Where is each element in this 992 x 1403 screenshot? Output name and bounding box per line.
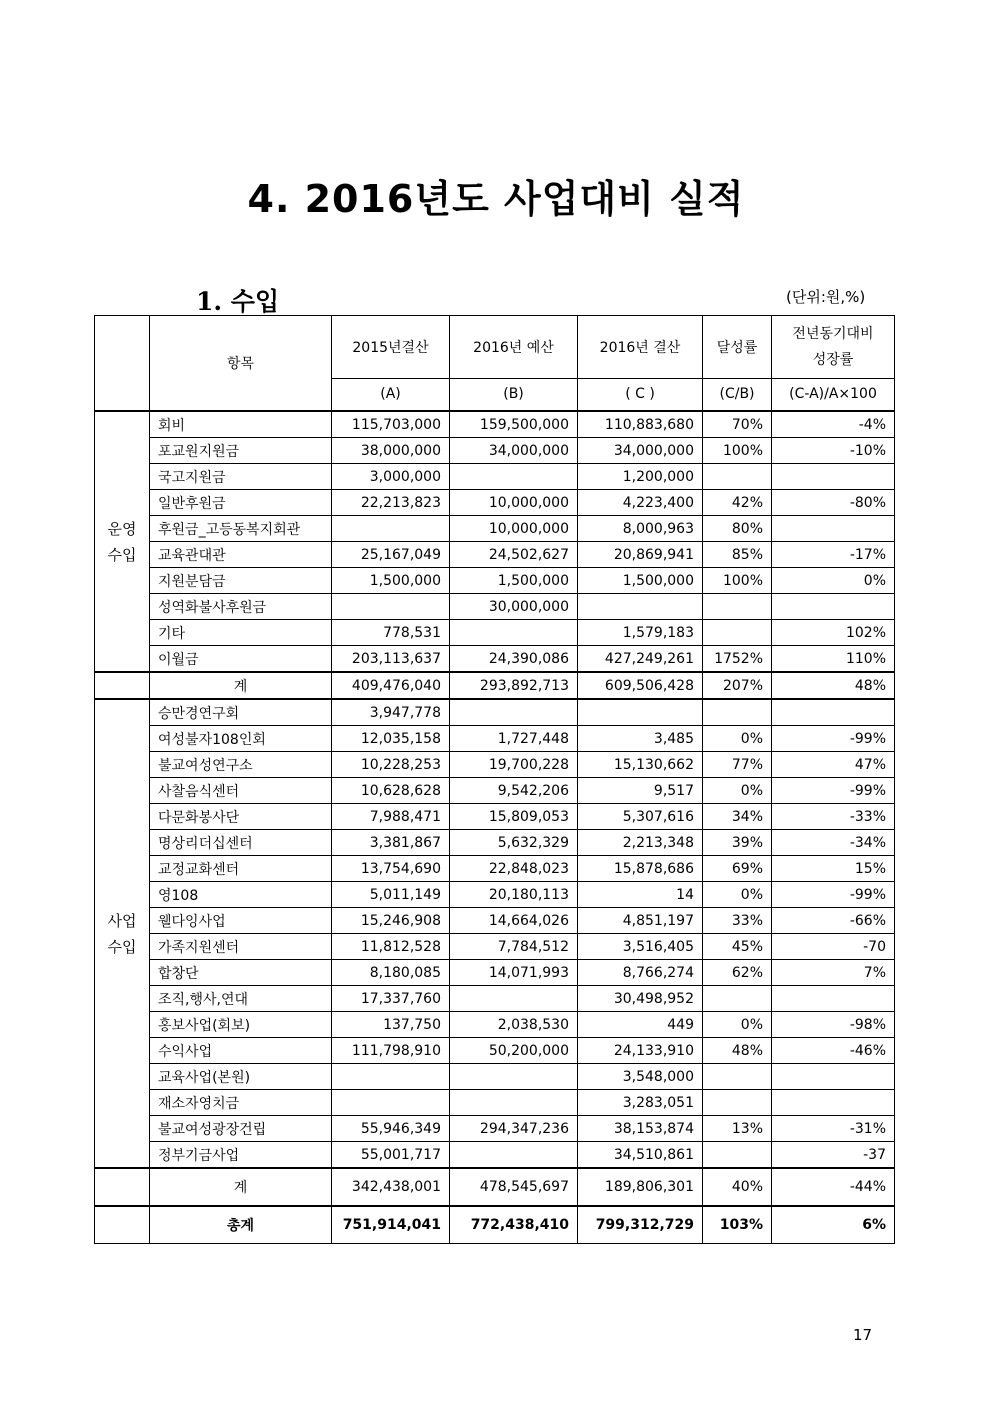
value-2016-actual: 189,806,301 — [578, 1168, 703, 1206]
table-row — [95, 986, 895, 1012]
value-2016-actual — [578, 699, 703, 726]
value-growth — [772, 594, 895, 620]
item-name: 수익사업 — [150, 1038, 332, 1064]
item-name: 정부기금사업 — [150, 1142, 332, 1169]
business-total-row-label: 계 — [150, 1168, 332, 1206]
header-growth-line2: 성장률 — [812, 351, 854, 368]
group-operating-line2: 수입 — [107, 545, 137, 564]
value-2016-budget: 22,848,023 — [450, 856, 578, 882]
value-growth: 102% — [772, 620, 895, 646]
value-2016-budget: 294,347,236 — [450, 1116, 578, 1142]
value-growth: -34% — [772, 830, 895, 856]
value-2016-actual: 3,283,051 — [578, 1090, 703, 1116]
table-row — [95, 1038, 895, 1064]
value-2015: 3,947,778 — [332, 699, 450, 726]
header-blank — [95, 316, 150, 412]
value-rate: 100% — [703, 568, 772, 594]
value-2016-budget: 14,664,026 — [450, 908, 578, 934]
value-2016-budget: 50,200,000 — [450, 1038, 578, 1064]
value-2015 — [332, 516, 450, 542]
table-row — [95, 646, 895, 673]
value-2016-actual: 449 — [578, 1012, 703, 1038]
table-row — [95, 594, 895, 620]
value-2015 — [332, 1090, 450, 1116]
value-2016-actual: 20,869,941 — [578, 542, 703, 568]
item-name: 다문화봉사단 — [150, 804, 332, 830]
table-row — [95, 1142, 895, 1169]
value-rate: 77% — [703, 752, 772, 778]
value-2016-actual: 4,223,400 — [578, 490, 703, 516]
value-2016-actual: 3,516,405 — [578, 934, 703, 960]
value-2016-actual: 14 — [578, 882, 703, 908]
value-2016-budget: 30,000,000 — [450, 594, 578, 620]
value-growth: -70 — [772, 934, 895, 960]
value-growth: -99% — [772, 726, 895, 752]
item-name: 이월금 — [150, 646, 332, 673]
value-growth — [772, 986, 895, 1012]
value-2015: 13,754,690 — [332, 856, 450, 882]
value-growth: 0% — [772, 568, 895, 594]
value-2016-actual: 8,000,963 — [578, 516, 703, 542]
value-rate: 13% — [703, 1116, 772, 1142]
table-row — [95, 830, 895, 856]
business-total-row — [95, 1168, 895, 1206]
item-name: 가족지원센터 — [150, 934, 332, 960]
value-rate — [703, 986, 772, 1012]
header-growth-line1: 전년동기대비 — [792, 325, 874, 342]
header-sub-a: (A) — [332, 378, 450, 411]
grand-total-row-blank — [95, 1206, 150, 1244]
value-rate: 39% — [703, 830, 772, 856]
value-growth: -37 — [772, 1142, 895, 1169]
value-rate: 42% — [703, 490, 772, 516]
table-row — [95, 778, 895, 804]
table-row — [95, 542, 895, 568]
revenue-table — [94, 315, 895, 1244]
value-2016-budget: 20,180,113 — [450, 882, 578, 908]
value-2015: 778,531 — [332, 620, 450, 646]
value-2016-budget — [450, 1142, 578, 1169]
group-business-line1: 사업 — [107, 911, 137, 930]
value-2016-budget: 15,809,053 — [450, 804, 578, 830]
value-rate — [703, 1090, 772, 1116]
value-2015: 11,812,528 — [332, 934, 450, 960]
value-rate: 48% — [703, 1038, 772, 1064]
value-rate — [703, 464, 772, 490]
value-rate: 103% — [703, 1206, 772, 1244]
value-rate: 0% — [703, 778, 772, 804]
value-2015: 8,180,085 — [332, 960, 450, 986]
value-2016-actual: 799,312,729 — [578, 1206, 703, 1244]
value-rate: 0% — [703, 882, 772, 908]
value-growth: -99% — [772, 882, 895, 908]
value-growth — [772, 464, 895, 490]
value-rate: 70% — [703, 411, 772, 438]
value-2016-budget — [450, 1064, 578, 1090]
value-growth — [772, 699, 895, 726]
value-2016-budget: 10,000,000 — [450, 490, 578, 516]
value-rate: 33% — [703, 908, 772, 934]
table-row — [95, 568, 895, 594]
item-name: 명상리더십센터 — [150, 830, 332, 856]
value-growth: -17% — [772, 542, 895, 568]
value-2016-budget — [450, 986, 578, 1012]
value-2016-actual: 34,000,000 — [578, 438, 703, 464]
value-growth — [772, 516, 895, 542]
value-growth: -31% — [772, 1116, 895, 1142]
value-rate — [703, 699, 772, 726]
value-2016-budget — [450, 620, 578, 646]
value-growth: -66% — [772, 908, 895, 934]
item-name: 재소자영치금 — [150, 1090, 332, 1116]
item-name: 포교원지원금 — [150, 438, 332, 464]
value-2015: 7,988,471 — [332, 804, 450, 830]
header-growth — [772, 316, 895, 379]
section-title: 1. 수입 — [196, 287, 280, 316]
table-row — [95, 620, 895, 646]
value-2015: 137,750 — [332, 1012, 450, 1038]
group-operating — [95, 411, 150, 672]
table-row — [95, 960, 895, 986]
value-2015: 1,500,000 — [332, 568, 450, 594]
table-row — [95, 1064, 895, 1090]
group-business — [95, 699, 150, 1168]
item-name: 합창단 — [150, 960, 332, 986]
unit-note: (단위:원,%) — [786, 288, 866, 306]
item-name: 국고지원금 — [150, 464, 332, 490]
value-2016-actual: 1,500,000 — [578, 568, 703, 594]
value-2015 — [332, 594, 450, 620]
value-2015: 15,246,908 — [332, 908, 450, 934]
value-growth: 110% — [772, 646, 895, 673]
value-rate: 100% — [703, 438, 772, 464]
value-2016-budget: 24,502,627 — [450, 542, 578, 568]
grand-total-row-label: 총계 — [150, 1206, 332, 1244]
page-title: 4. 2016년도 사업대비 실적 — [247, 177, 745, 221]
value-rate — [703, 1064, 772, 1090]
value-2015: 3,000,000 — [332, 464, 450, 490]
value-2016-budget: 7,784,512 — [450, 934, 578, 960]
value-2015: 38,000,000 — [332, 438, 450, 464]
table-row — [95, 1012, 895, 1038]
item-name: 성역화불사후원금 — [150, 594, 332, 620]
value-2015 — [332, 1064, 450, 1090]
value-2016-budget: 2,038,530 — [450, 1012, 578, 1038]
header-sub-c: ( C ) — [578, 378, 703, 411]
value-2016-actual: 9,517 — [578, 778, 703, 804]
table-row — [95, 752, 895, 778]
value-2016-actual: 4,851,197 — [578, 908, 703, 934]
table-row — [95, 464, 895, 490]
value-2016-actual: 15,130,662 — [578, 752, 703, 778]
value-2016-budget: 478,545,697 — [450, 1168, 578, 1206]
operating-total-row-label: 계 — [150, 672, 332, 699]
value-growth: 7% — [772, 960, 895, 986]
table-row — [95, 516, 895, 542]
value-2015: 409,476,040 — [332, 672, 450, 699]
value-2015: 55,001,717 — [332, 1142, 450, 1169]
grand-total-row — [95, 1206, 895, 1244]
value-2016-budget — [450, 1090, 578, 1116]
value-rate: 34% — [703, 804, 772, 830]
value-growth: -44% — [772, 1168, 895, 1206]
value-rate: 45% — [703, 934, 772, 960]
value-2015: 5,011,149 — [332, 882, 450, 908]
value-2015: 751,914,041 — [332, 1206, 450, 1244]
header-2016-budget: 2016년 예산 — [450, 316, 578, 379]
value-2016-budget: 159,500,000 — [450, 411, 578, 438]
value-2016-actual: 2,213,348 — [578, 830, 703, 856]
value-2015: 22,213,823 — [332, 490, 450, 516]
header-item: 항목 — [150, 316, 332, 412]
header-row — [95, 316, 895, 379]
value-growth: -99% — [772, 778, 895, 804]
header-2015: 2015년결산 — [332, 316, 450, 379]
item-name: 여성불자108인회 — [150, 726, 332, 752]
table-row — [95, 856, 895, 882]
value-2015: 12,035,158 — [332, 726, 450, 752]
value-2016-budget: 1,727,448 — [450, 726, 578, 752]
value-2015: 342,438,001 — [332, 1168, 450, 1206]
value-2016-budget: 293,892,713 — [450, 672, 578, 699]
value-2016-actual: 1,579,183 — [578, 620, 703, 646]
operating-total-row — [95, 672, 895, 699]
value-rate: 0% — [703, 1012, 772, 1038]
table-row — [95, 1090, 895, 1116]
item-name: 일반후원금 — [150, 490, 332, 516]
value-2016-budget — [450, 699, 578, 726]
value-2016-budget: 34,000,000 — [450, 438, 578, 464]
item-name: 교육관대관 — [150, 542, 332, 568]
table-row — [95, 438, 895, 464]
value-2015: 55,946,349 — [332, 1116, 450, 1142]
value-rate: 0% — [703, 726, 772, 752]
value-growth: -10% — [772, 438, 895, 464]
value-growth: -4% — [772, 411, 895, 438]
value-2015: 10,228,253 — [332, 752, 450, 778]
value-2016-actual: 30,498,952 — [578, 986, 703, 1012]
value-2016-budget: 1,500,000 — [450, 568, 578, 594]
value-growth: 6% — [772, 1206, 895, 1244]
value-2015: 17,337,760 — [332, 986, 450, 1012]
value-2016-actual: 15,878,686 — [578, 856, 703, 882]
value-2015: 115,703,000 — [332, 411, 450, 438]
item-name: 웰다잉사업 — [150, 908, 332, 934]
item-name: 조직,행사,연대 — [150, 986, 332, 1012]
value-rate: 40% — [703, 1168, 772, 1206]
value-growth: 47% — [772, 752, 895, 778]
item-name: 불교여성광장건립 — [150, 1116, 332, 1142]
value-growth: -98% — [772, 1012, 895, 1038]
value-growth: 15% — [772, 856, 895, 882]
item-name: 회비 — [150, 411, 332, 438]
business-total-row-blank — [95, 1168, 150, 1206]
value-rate: 1752% — [703, 646, 772, 673]
value-2015: 25,167,049 — [332, 542, 450, 568]
page-number: 17 — [853, 1326, 873, 1344]
table-row — [95, 804, 895, 830]
value-2016-actual: 427,249,261 — [578, 646, 703, 673]
value-growth — [772, 1090, 895, 1116]
table-row — [95, 699, 895, 726]
table-row — [95, 1116, 895, 1142]
value-2016-budget: 19,700,228 — [450, 752, 578, 778]
value-rate — [703, 1142, 772, 1169]
item-name: 지원분담금 — [150, 568, 332, 594]
value-2016-actual: 34,510,861 — [578, 1142, 703, 1169]
value-rate — [703, 620, 772, 646]
value-2016-budget: 5,632,329 — [450, 830, 578, 856]
value-2016-budget — [450, 464, 578, 490]
value-rate: 62% — [703, 960, 772, 986]
value-growth: -33% — [772, 804, 895, 830]
operating-total-row-blank — [95, 672, 150, 699]
item-name: 승만경연구회 — [150, 699, 332, 726]
value-2016-actual: 5,307,616 — [578, 804, 703, 830]
item-name: 불교여성연구소 — [150, 752, 332, 778]
value-growth: 48% — [772, 672, 895, 699]
table-row — [95, 934, 895, 960]
table-row — [95, 908, 895, 934]
header-rate: 달성률 — [703, 316, 772, 379]
header-sub-growth: (C-A)/A×100 — [772, 378, 895, 411]
table-row — [95, 726, 895, 752]
value-2016-actual: 3,548,000 — [578, 1064, 703, 1090]
item-name: 홍보사업(회보) — [150, 1012, 332, 1038]
header-2016-actual: 2016년 결산 — [578, 316, 703, 379]
header-sub-b: (B) — [450, 378, 578, 411]
table-row — [95, 882, 895, 908]
value-2016-budget: 772,438,410 — [450, 1206, 578, 1244]
item-name: 영108 — [150, 882, 332, 908]
group-business-line2: 수입 — [107, 937, 137, 956]
item-name: 사찰음식센터 — [150, 778, 332, 804]
value-2016-actual: 609,506,428 — [578, 672, 703, 699]
value-rate: 207% — [703, 672, 772, 699]
item-name: 교정교화센터 — [150, 856, 332, 882]
value-rate: 80% — [703, 516, 772, 542]
value-2016-budget: 10,000,000 — [450, 516, 578, 542]
value-rate — [703, 594, 772, 620]
table-row — [95, 490, 895, 516]
value-2015: 3,381,867 — [332, 830, 450, 856]
item-name: 후원금_고등동복지회관 — [150, 516, 332, 542]
value-2016-actual: 24,133,910 — [578, 1038, 703, 1064]
value-2016-budget: 9,542,206 — [450, 778, 578, 804]
value-growth: -80% — [772, 490, 895, 516]
group-operating-line1: 운영 — [107, 519, 137, 538]
value-growth — [772, 1064, 895, 1090]
header-sub-rate: (C/B) — [703, 378, 772, 411]
value-2015: 10,628,628 — [332, 778, 450, 804]
item-name: 기타 — [150, 620, 332, 646]
value-2016-actual: 8,766,274 — [578, 960, 703, 986]
value-2016-budget: 24,390,086 — [450, 646, 578, 673]
value-2015: 203,113,637 — [332, 646, 450, 673]
value-rate: 69% — [703, 856, 772, 882]
value-2016-actual: 38,153,874 — [578, 1116, 703, 1142]
value-2016-actual: 3,485 — [578, 726, 703, 752]
item-name: 교육사업(본원) — [150, 1064, 332, 1090]
value-rate: 85% — [703, 542, 772, 568]
value-2016-budget: 14,071,993 — [450, 960, 578, 986]
table-row — [95, 411, 895, 438]
value-2016-actual — [578, 594, 703, 620]
value-2016-actual: 110,883,680 — [578, 411, 703, 438]
value-2015: 111,798,910 — [332, 1038, 450, 1064]
value-growth: -46% — [772, 1038, 895, 1064]
value-2016-actual: 1,200,000 — [578, 464, 703, 490]
